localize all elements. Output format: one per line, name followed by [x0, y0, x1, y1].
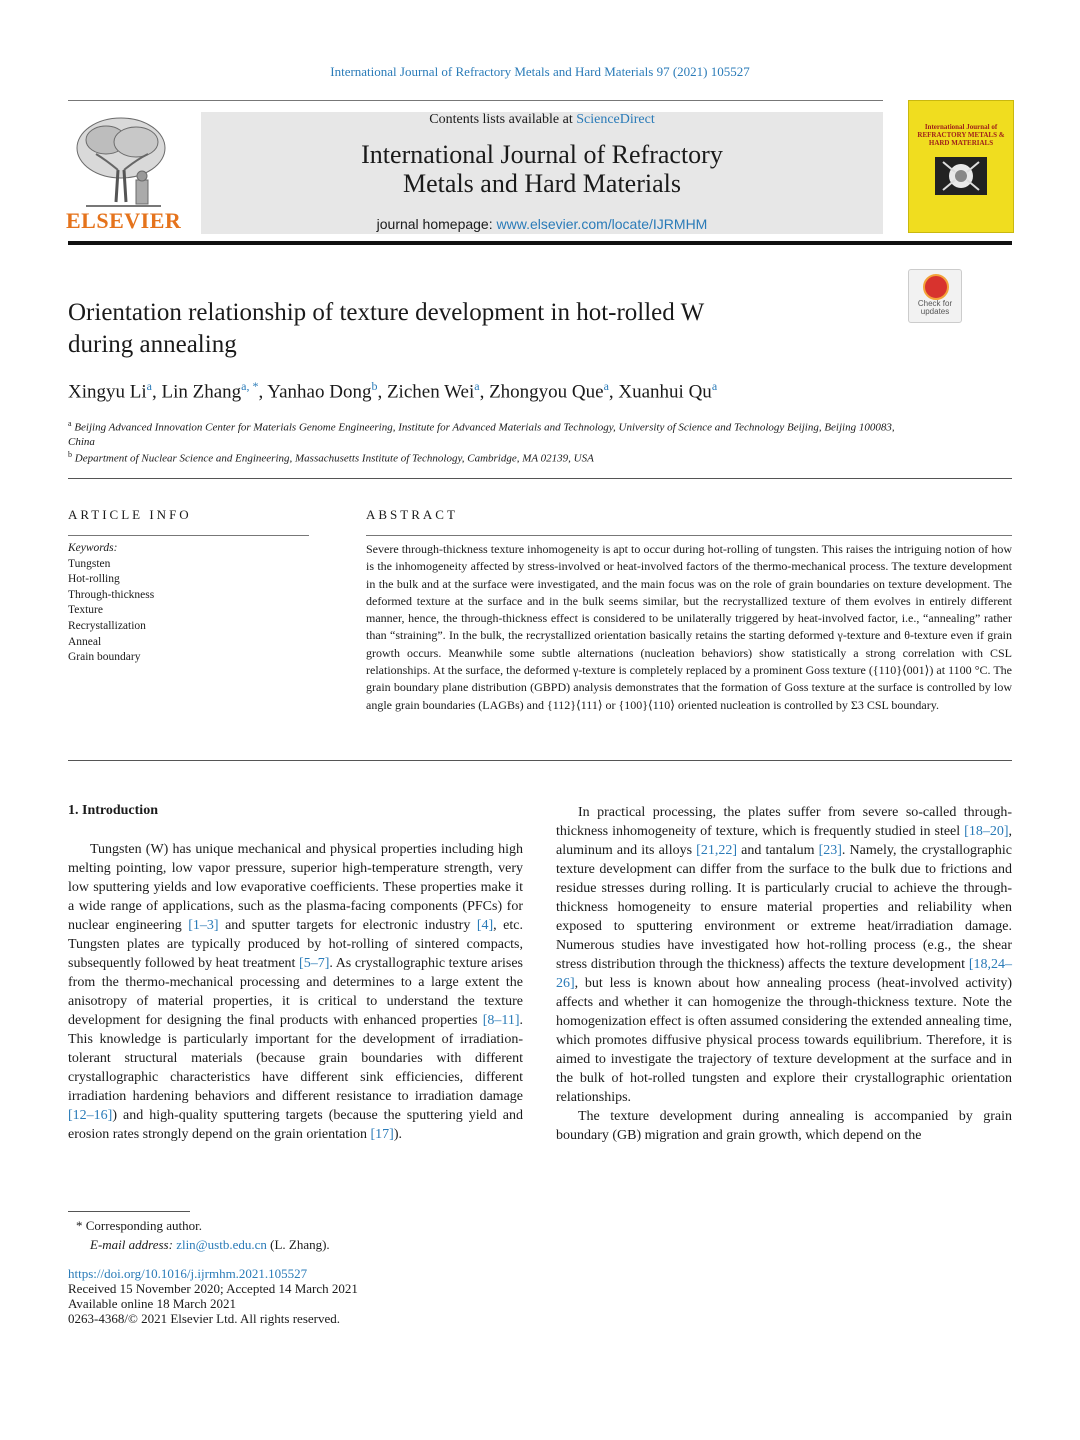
author-name[interactable]: Lin Zhang: [161, 381, 242, 403]
citation-link[interactable]: [12–16]: [68, 1108, 113, 1123]
journal-cover-thumbnail[interactable]: [908, 100, 1014, 233]
citation-link[interactable]: [1–3]: [188, 918, 219, 933]
header-rule-top: [68, 100, 883, 101]
publication-info: [68, 1266, 358, 1326]
journal-title-line-1: International Journal of Refractory: [361, 140, 723, 169]
available-online: Available online 18 March 2021: [68, 1296, 236, 1311]
text-run: , aluminum and its alloys: [556, 824, 1012, 858]
affiliation-b: [68, 448, 898, 466]
article-info-heading: ARTICLE INFO: [68, 507, 192, 522]
text-run: ).: [393, 1127, 402, 1142]
affiliation-marker: b: [68, 450, 72, 459]
contents-line: [201, 112, 883, 128]
journal-title-line-2: Metals and Hard Materials: [403, 169, 681, 198]
text-run: . As crystallographic texture arises from the thermo-mechanical processing and determines to a large extent the anisotropy of material properties, it is critical to understand the texture development for designing the final products with enhanced properties: [68, 956, 523, 1028]
keywords-block: [68, 541, 309, 666]
citation-link[interactable]: [17]: [370, 1127, 394, 1142]
text-run: . Namely, the crystallographic texture development can differ from the surface to the bulk due to frictions and residue stresses during rolling. It is particularly crucial to achieve the through-thickness homogeneity to ensure material properties and reliability when exposed to sputtering environment or extreme heat/irradiation damage. Numerous studies have investigated how hot-rolling process (e.g., the shear stress distribution through the thickness) affects the texture development: [556, 843, 1013, 972]
corresponding-author-footnote: [76, 1216, 330, 1254]
author-name[interactable]: Xingyu Li: [68, 381, 147, 403]
paper-title-line-2: during annealing: [68, 331, 237, 358]
author-list: Xingyu Li$^a$, Lin Zhang$^{a, *}$, Yanhao Dong$^b$, Zichen Wei$^a$, Zhongyou Que$^a$, Xuanhui Qu$^a$: [68, 379, 718, 403]
keyword-item: Hot-rolling: [68, 573, 120, 586]
author-affil-marker[interactable]: a: [146, 379, 152, 393]
section-heading-introduction: 1. Introduction: [68, 803, 158, 818]
author-affil-marker[interactable]: a: [711, 379, 718, 393]
text-run: Tungsten (W) has unique mechanical and physical properties including high melting pointing, low vapor pressure, superior high-temperature strength, very low sputtering yields and low evaporative coefficients. These properties make it a wide range of applications, such as the plasma-facing components (PFCs) for nuclear engineering: [68, 842, 523, 933]
author-affil-marker[interactable]: a, *: [241, 379, 259, 393]
journal-homepage: [201, 216, 883, 232]
intro-paragraph-3: The texture development during annealing is accompanied by grain boundary (GB) migration and grain growth, which depend on the: [556, 1109, 1012, 1143]
footnote-rule: [68, 1211, 190, 1212]
keyword-item: Recrystallization: [68, 619, 146, 632]
footnote-corresponding: Corresponding author.: [85, 1218, 203, 1233]
text-run: , but less is known about how annealing process (heat-involved activity) affects and whether it can homogenize the through-thickness texture. Note the homogenization effect is often assumed considering the extended annealing time, which promotes diffusive physical process towards equilibrium. Therefore, it is aimed to investigate the trajectory of texture development at the surface and in the bulk of hot-rolled tungsten and explore their crystallographic orientation relationships.: [556, 976, 1012, 1105]
text-run: ) and high-quality sputtering targets (because the sputtering yield and erosion rates strongly depend on the grain orientation: [68, 1108, 523, 1142]
affiliation-marker: a: [68, 419, 72, 428]
author-affil-marker[interactable]: a: [603, 379, 609, 393]
text-run: , etc. Tungsten plates are typically produced by hot-rolling of sintered compacts, subsequently followed by heat treatment: [68, 918, 523, 971]
citation-link[interactable]: [5–7]: [299, 956, 330, 971]
article-info-rule: [68, 535, 309, 536]
keyword-item: Through-thickness: [68, 588, 155, 601]
paper-title: [68, 297, 828, 361]
journal-homepage-link[interactable]: www.elsevier.com/locate/IJRMHM: [496, 216, 708, 232]
abstract-divider: [68, 760, 1012, 761]
copyright: 0263-4368/© 2021 Elsevier Ltd. All rights reserved.: [68, 1311, 340, 1326]
elsevier-tree-icon: [66, 110, 176, 210]
keyword-item: Grain boundary: [68, 651, 141, 664]
citation-link[interactable]: [18,24–26]: [556, 957, 1012, 991]
author-affil-marker[interactable]: b: [371, 379, 378, 393]
citation-link[interactable]: [18–20]: [964, 824, 1009, 839]
journal-citation-link[interactable]: International Journal of Refractory Metals and Hard Materials 97 (2021) 105527: [330, 64, 750, 79]
text-run: and tantalum: [737, 843, 819, 858]
email-label: E-mail address:: [90, 1237, 177, 1252]
abstract-rule: [366, 535, 1012, 536]
affiliation-a: [68, 417, 898, 449]
check-updates-icon: [923, 274, 949, 300]
citation-link[interactable]: [23]: [818, 843, 842, 858]
footnote-marker: *: [76, 1218, 83, 1233]
author-name[interactable]: Zhongyou Que: [489, 381, 604, 403]
received-dates: Received 15 November 2020; Accepted 14 March 2021: [68, 1281, 358, 1296]
header-rule-bottom: [68, 241, 1012, 245]
cover-crystal-icon: [935, 157, 987, 195]
text-run: . This knowledge is particularly important for the development of irradiation-tolerant structural materials (because grain boundaries with different crystallographic characteristics have different sink efficiencies, different irradiation hardening behaviors and different resistance to irradiation damage: [68, 1013, 523, 1104]
keyword-item: Texture: [68, 604, 103, 617]
keyword-item: Tungsten: [68, 557, 111, 570]
abstract-text: Severe through-thickness texture inhomogeneity is apt to occur during hot-rolling of tungsten. This raises the intriguing notion of how is the inhomogeneity affected by stress-involved or heat-involved factors of the thermo-mechanical process. The texture development in the bulk and at the surface were investigated, and the main focus was on the role of grain boundaries on texture development. The deformed texture at the surface and in the bulk seems similar, but the recrystallized texture of them evolves in entirely different manner, hence, the through-thickness effect is considered to be unilaterally triggered by heat-involved factor, i.e., “annealing” rather than “straining”. In the bulk, the recrystallized orientation basically retains the starting deformed γ-texture and θ-texture even if grain growth occurs. Meanwhile some subtle alternations (nucleation behaviors) show statistically a strong correlation with CSL relationships. At the surface, the deformed γ-texture is completely replaced by a prominent Goss texture ({110}⟨001⟩) at 1100 °C. The grain boundary plane distribution (GBPD) analysis demonstrates that the formation of Goss texture at the surface is controlled by low angle grain boundaries (LAGBs) and {112}⟨111⟩ or {100}⟨110⟩ oriented nucleation is controlled by Σ3 CSL boundary.: [366, 542, 1012, 712]
check-updates-label: Check for updates: [917, 299, 953, 316]
text-run: In practical processing, the plates suffer from severe so-called through-thickness inhomogeneity of texture, which is frequently studied in steel: [556, 805, 1012, 839]
affiliation-text: Department of Nuclear Science and Engineering, Massachusetts Institute of Technology, Cambridge, MA 02139, USA: [74, 452, 594, 465]
contents-prefix: Contents lists available at: [429, 112, 577, 127]
citation-link[interactable]: [8–11]: [482, 1013, 520, 1028]
affiliation-divider: [68, 478, 1012, 479]
citation-link[interactable]: [21,22]: [696, 843, 737, 858]
keywords-label: Keywords:: [68, 542, 118, 554]
author-affil-marker[interactable]: a: [474, 379, 480, 393]
intro-paragraph-1: [68, 840, 523, 1144]
text-run: and sputter targets for electronic industry: [218, 918, 477, 933]
intro-paragraph-2: [556, 803, 1012, 1107]
abstract-heading: ABSTRACT: [366, 507, 458, 522]
keyword-item: Anneal: [68, 635, 102, 648]
homepage-prefix: journal homepage:: [376, 216, 497, 232]
body-column-right: [556, 803, 1012, 1145]
body-column-left: [68, 840, 523, 1144]
author-name[interactable]: Zichen Wei: [386, 381, 475, 403]
email-link[interactable]: zlin@ustb.edu.cn: [176, 1237, 267, 1252]
author-name[interactable]: Xuanhui Qu: [618, 381, 712, 403]
elsevier-wordmark: ELSEVIER: [66, 208, 182, 233]
doi-link[interactable]: https://doi.org/10.1016/j.ijrmhm.2021.105527: [68, 1266, 308, 1281]
email-suffix: (L. Zhang).: [266, 1237, 330, 1252]
paper-title-line-1: Orientation relationship of texture development in hot-rolled W: [68, 299, 705, 326]
check-for-updates-button[interactable]: [908, 269, 962, 323]
cover-image: [935, 157, 987, 195]
cover-title: International Journal of REFRACTORY METALS & HARD MATERIALS: [917, 123, 1005, 147]
author-name[interactable]: Yanhao Dong: [267, 381, 372, 403]
sciencedirect-link[interactable]: ScienceDirect: [576, 112, 655, 127]
citation-link[interactable]: [4]: [476, 918, 494, 933]
affiliation-text: Beijing Advanced Innovation Center for Materials Genome Engineering, Institute for Advanced Materials and Technology, University of Science and Technology Beijing, Beijing 100083, China: [68, 421, 895, 448]
journal-title: [201, 140, 883, 198]
